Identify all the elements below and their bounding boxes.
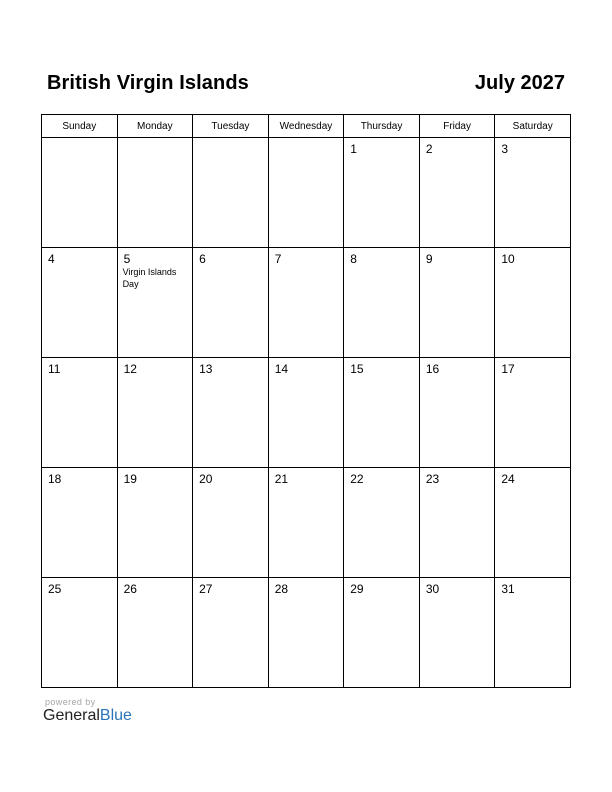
day-number: 15 [350, 362, 364, 376]
day-cell [419, 358, 495, 468]
day-cell [344, 578, 420, 688]
day-number: 17 [501, 362, 515, 376]
day-number: 11 [48, 362, 61, 376]
day-cell [268, 358, 344, 468]
day-cell [344, 468, 420, 578]
day-number: 19 [123, 472, 137, 486]
powered-by-text: powered by [45, 697, 96, 707]
day-cell [117, 138, 193, 248]
day-cell [344, 138, 420, 248]
weekday-sunday: Sunday [42, 115, 118, 138]
day-cell [193, 358, 269, 468]
day-number: 13 [199, 362, 213, 376]
day-number: 5 [123, 252, 131, 266]
day-cell [117, 578, 193, 688]
day-cell [495, 578, 571, 688]
week-row [42, 358, 571, 468]
day-number: 21 [274, 472, 289, 486]
week-row [42, 468, 571, 578]
day-cell [495, 248, 571, 358]
week-row [42, 138, 571, 248]
week-row [42, 578, 571, 688]
day-cell [495, 138, 571, 248]
day-number: 22 [350, 472, 364, 486]
holiday-label: Virgin Islands Day [122, 267, 177, 289]
day-cell [193, 138, 269, 248]
day-number: 25 [48, 582, 62, 596]
brand-general: General [43, 707, 100, 724]
day-number: 20 [199, 472, 213, 486]
weekday-saturday: Saturday [495, 115, 571, 138]
day-cell [117, 248, 193, 358]
day-cell [42, 578, 118, 688]
day-number: 29 [350, 582, 364, 596]
day-number: 4 [48, 252, 55, 266]
day-cell [419, 578, 495, 688]
day-number: 30 [425, 582, 440, 596]
day-cell [344, 358, 420, 468]
weekday-monday: Monday [117, 115, 193, 138]
day-number: 23 [425, 472, 440, 486]
day-number: 3 [501, 142, 509, 156]
weekday-wednesday: Wednesday [268, 115, 344, 138]
day-cell [344, 248, 420, 358]
day-cell [419, 468, 495, 578]
day-cell [268, 138, 344, 248]
day-cell [117, 468, 193, 578]
day-cell [117, 358, 193, 468]
day-number: 26 [123, 582, 137, 596]
day-cell [268, 248, 344, 358]
day-number: 18 [48, 472, 62, 486]
day-number: 14 [274, 362, 289, 376]
day-cell [193, 468, 269, 578]
day-cell [268, 468, 344, 578]
day-number: 6 [199, 252, 206, 266]
week-row [42, 248, 571, 358]
day-cell [42, 248, 118, 358]
calendar-header [47, 72, 565, 98]
day-number: 12 [123, 362, 137, 376]
generalblue-logo[interactable] [43, 707, 132, 725]
weekday-header-row [42, 115, 571, 138]
day-number: 24 [501, 472, 515, 486]
day-number: 31 [501, 582, 515, 596]
footer-branding [43, 697, 132, 725]
day-number: 9 [425, 252, 433, 266]
day-number: 8 [350, 252, 357, 266]
weekday-thursday: Thursday [344, 115, 420, 138]
weekday-friday: Friday [419, 115, 495, 138]
brand-blue: Blue [99, 707, 132, 724]
day-number: 27 [199, 582, 213, 596]
day-cell [42, 468, 118, 578]
day-number: 10 [501, 252, 515, 266]
weekday-tuesday: Tuesday [193, 115, 269, 138]
day-number: 2 [425, 142, 433, 156]
day-cell [495, 358, 571, 468]
day-cell [193, 248, 269, 358]
day-number: 16 [425, 362, 440, 376]
day-cell [419, 138, 495, 248]
day-number: 7 [274, 252, 282, 266]
day-cell [42, 138, 118, 248]
country-title: British Virgin Islands [47, 72, 249, 94]
day-cell [268, 578, 344, 688]
calendar-grid [41, 114, 571, 688]
day-cell [42, 358, 118, 468]
day-number: 28 [274, 582, 289, 596]
month-year-title: July 2027 [474, 72, 565, 94]
day-number: 1 [350, 142, 357, 156]
day-cell [193, 578, 269, 688]
day-cell [419, 248, 495, 358]
day-cell [495, 468, 571, 578]
